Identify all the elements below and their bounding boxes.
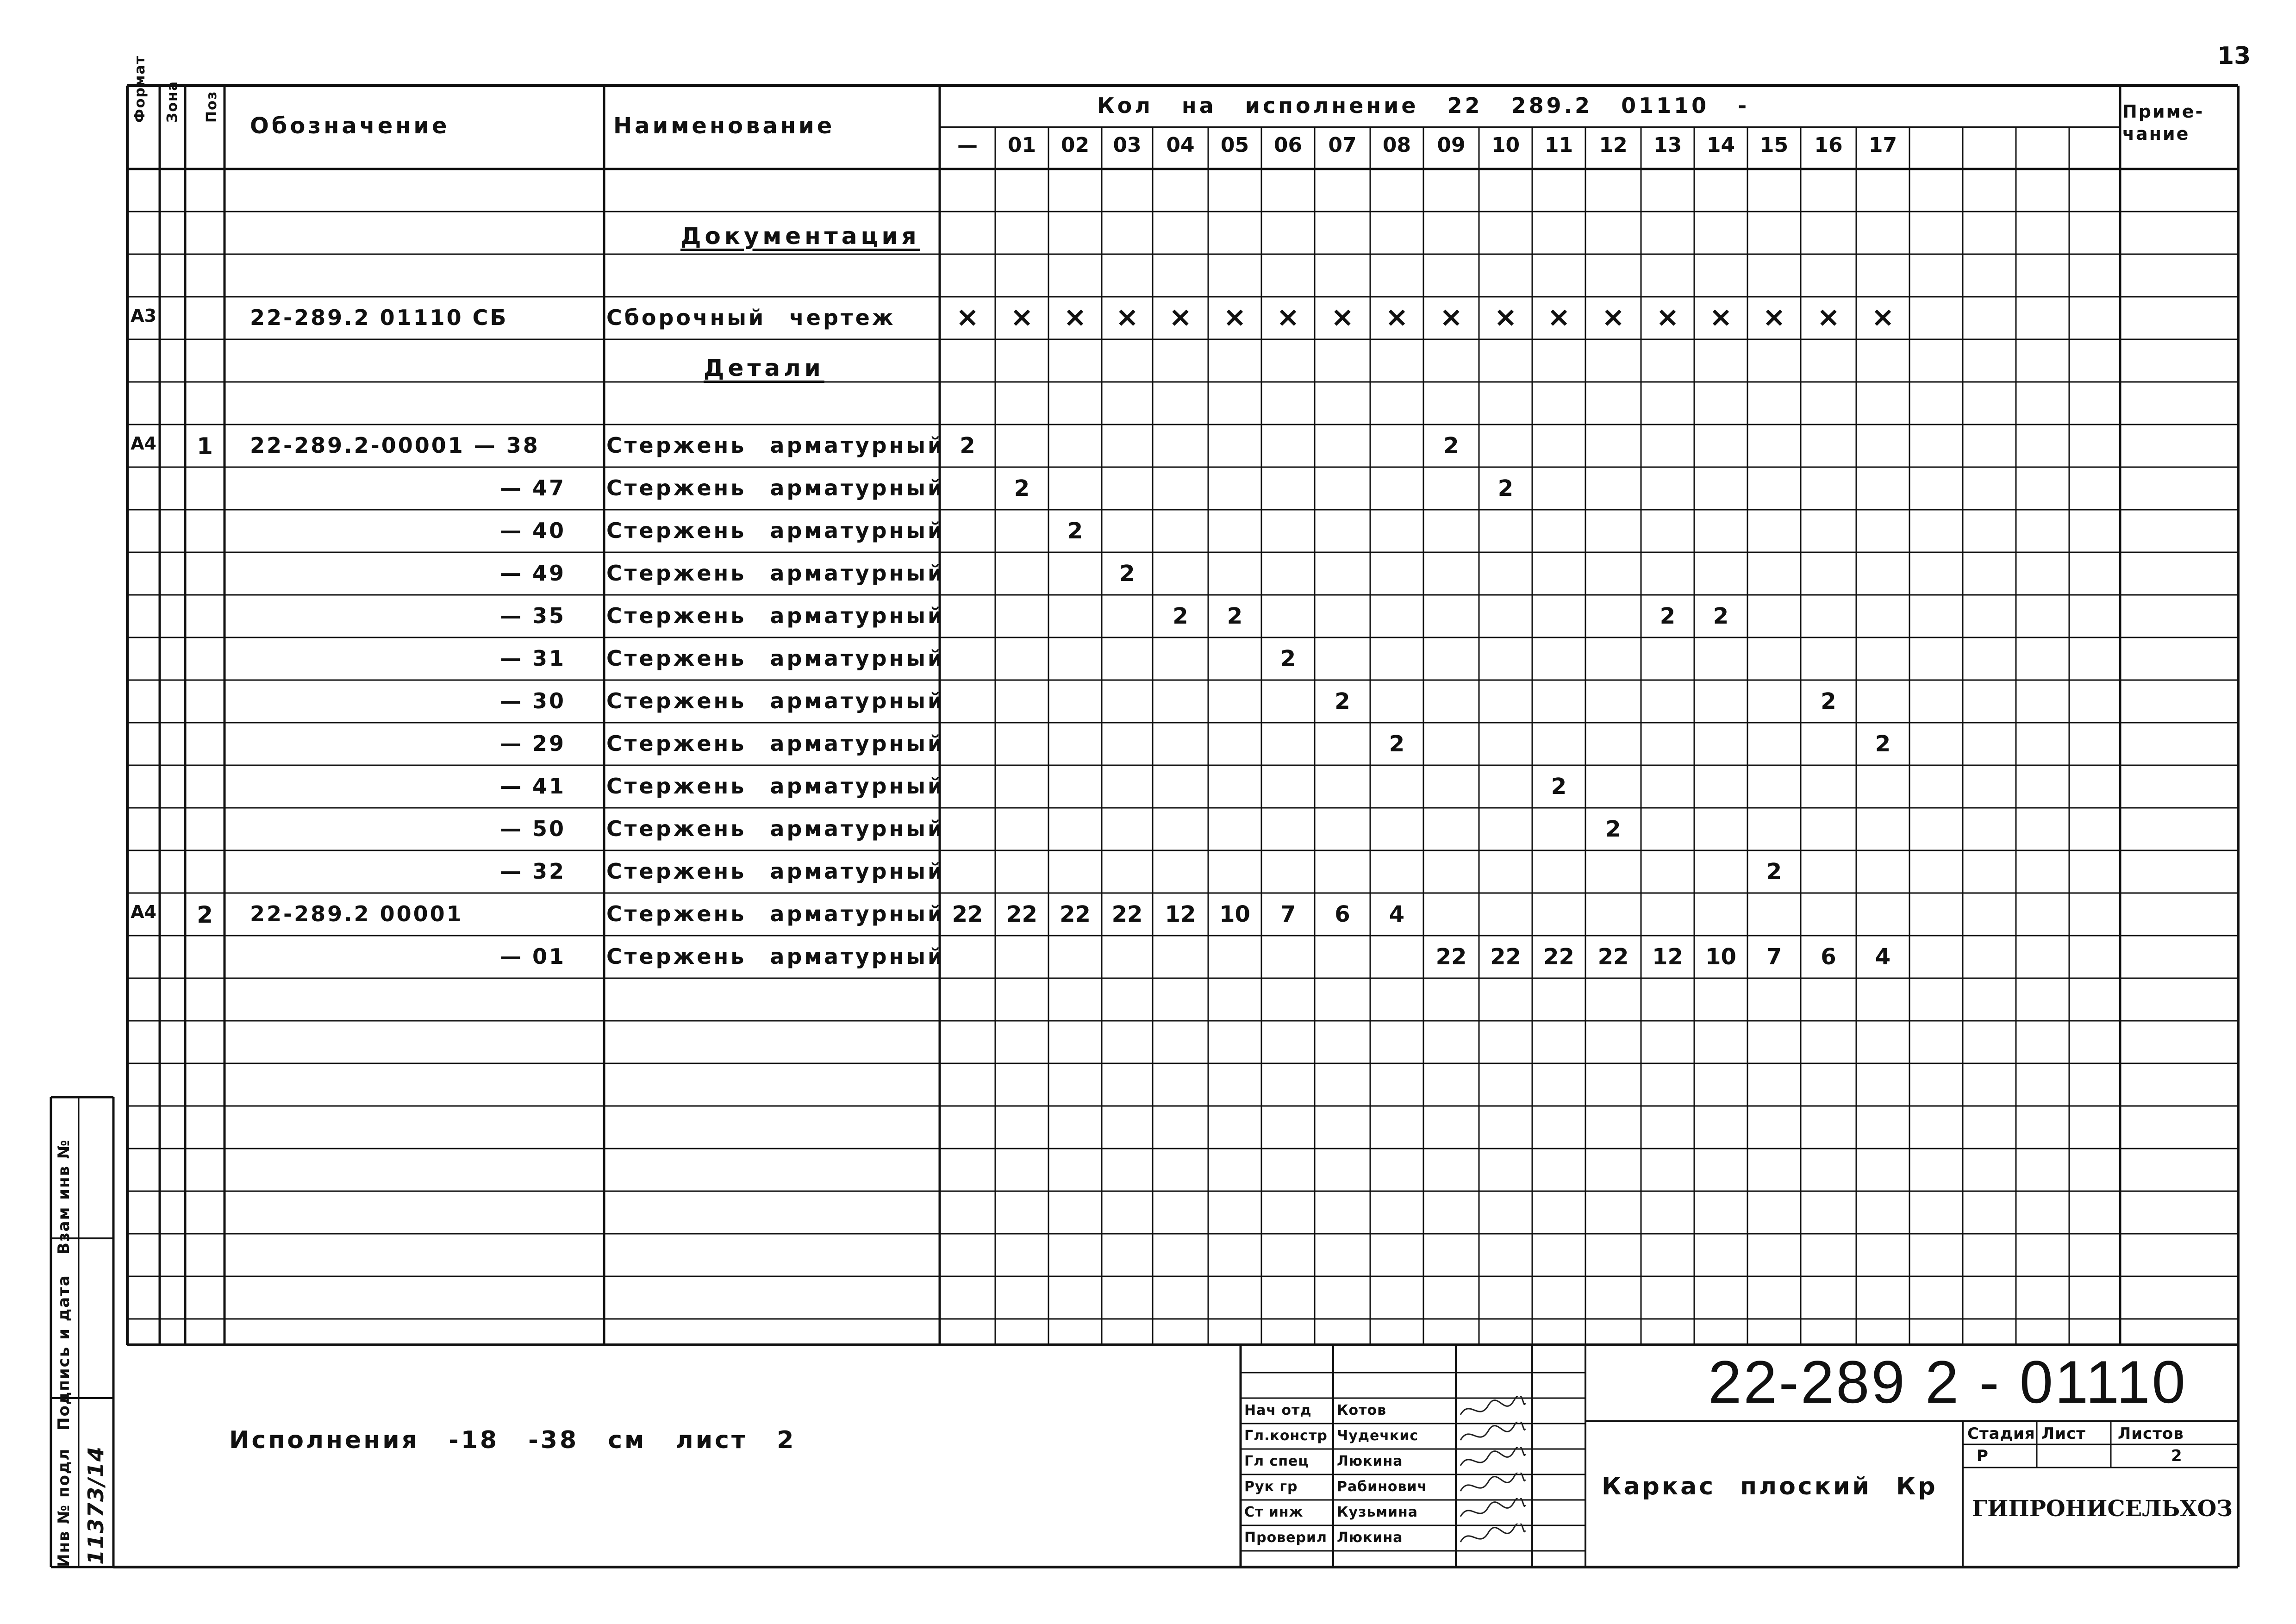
signature-role: Гл спец	[1244, 1453, 1309, 1469]
row-name: Стержень арматурный	[606, 901, 945, 926]
row-name: Стержень арматурный	[606, 561, 945, 586]
qty-cell: 4	[1389, 901, 1405, 927]
qty-cell: 2	[1389, 731, 1405, 757]
row-designation: 22-289.2 00001	[250, 901, 463, 926]
qty-cell: 2	[1067, 518, 1083, 544]
signature-name: Люкина	[1337, 1530, 1403, 1546]
variant-header: 14	[1706, 133, 1735, 157]
qty-cell: 22	[1060, 901, 1091, 927]
signature-name: Люкина	[1337, 1453, 1403, 1469]
row-designation: — 32	[500, 859, 566, 884]
qty-cell: ×	[1709, 301, 1733, 333]
organization: ГИПРОНИСЕЛЬХОЗ	[1972, 1496, 2233, 1522]
row-position: 1	[197, 433, 213, 460]
qty-cell: 2	[1766, 859, 1782, 885]
qty-cell: 22	[1435, 944, 1467, 970]
row-name: Стержень арматурный	[606, 774, 945, 799]
qty-cell: 22	[1111, 901, 1143, 927]
qty-cell: 22	[1543, 944, 1574, 970]
side-replace-inv-label: Взам инв №	[55, 1139, 73, 1255]
qty-cell: ×	[1439, 301, 1463, 333]
signature-role: Рук гр	[1244, 1479, 1298, 1495]
qty-cell: 7	[1280, 901, 1296, 927]
qty-cell: ×	[955, 301, 980, 333]
header-format: Формат	[132, 55, 148, 123]
signature-role: Нач отд	[1244, 1402, 1312, 1418]
signature-name: Котов	[1337, 1402, 1387, 1418]
row-designation: — 47	[500, 475, 566, 500]
handwritten-signature	[1458, 1422, 1528, 1447]
qty-cell: 2	[1119, 561, 1135, 587]
qty-cell: 22	[1006, 901, 1037, 927]
side-inv-label: Инв № подл	[55, 1448, 73, 1567]
qty-cell: 12	[1652, 944, 1683, 970]
qty-cell: 2	[1227, 603, 1243, 629]
header-zone: Зона	[164, 81, 181, 123]
sheets-label: Листов	[2118, 1424, 2184, 1443]
row-format: А4	[131, 433, 156, 454]
variant-header: 02	[1061, 133, 1090, 157]
header-name: Наименование	[613, 113, 835, 139]
signature-name: Чудечкис	[1337, 1428, 1419, 1444]
handwritten-signature	[1458, 1473, 1528, 1498]
qty-cell: ×	[1276, 301, 1300, 333]
row-designation: 22-289.2-00001 — 38	[250, 433, 540, 458]
variant-header: 04	[1166, 133, 1195, 157]
qty-cell: 2	[1821, 688, 1836, 714]
qty-cell: 2	[960, 433, 975, 459]
row-name: Стержень арматурный	[606, 816, 945, 841]
variant-header: 05	[1220, 133, 1249, 157]
document-number: 22-289 2 - 01110	[1708, 1348, 2187, 1416]
signature-role: Гл.констр	[1244, 1428, 1328, 1444]
row-name: Стержень арматурный	[606, 688, 945, 713]
row-designation: — 29	[500, 731, 566, 756]
variant-header: 17	[1868, 133, 1897, 157]
qty-cell: ×	[1871, 301, 1895, 333]
row-name: Стержень арматурный	[606, 433, 945, 458]
qty-cell: 10	[1705, 944, 1736, 970]
row-designation: — 01	[500, 944, 566, 969]
note-text: Исполнения -18 -38 см лист 2	[229, 1426, 796, 1454]
variant-header: 07	[1328, 133, 1357, 157]
qty-cell: 22	[1490, 944, 1521, 970]
qty-cell: 7	[1766, 944, 1782, 970]
side-sign-date-label: Подпись и дата	[55, 1274, 73, 1430]
row-name: Стержень арматурный	[606, 646, 945, 671]
row-name: Стержень арматурный	[606, 944, 945, 969]
qty-cell: 6	[1821, 944, 1836, 970]
qty-cell: 2	[1173, 603, 1188, 629]
qty-cell: ×	[1385, 301, 1409, 333]
variant-header: 13	[1653, 133, 1682, 157]
row-designation: 22-289.2 01110 СБ	[250, 305, 508, 330]
row-position: 2	[197, 901, 213, 928]
header-qty-title: Кол на исполнение 22 289.2 01110 -	[1097, 93, 1750, 118]
signature-name: Кузьмина	[1337, 1504, 1418, 1520]
variant-header: 12	[1599, 133, 1628, 157]
row-name: Сборочный чертеж	[606, 305, 896, 330]
handwritten-signature	[1458, 1396, 1528, 1422]
row-designation: — 35	[500, 603, 566, 628]
qty-cell: ×	[1816, 301, 1841, 333]
sheets-value: 2	[2171, 1447, 2183, 1465]
qty-cell: 2	[1605, 816, 1621, 842]
qty-cell: ×	[1656, 301, 1679, 333]
qty-cell: 2	[1280, 646, 1296, 672]
qty-cell: 2	[1875, 731, 1891, 757]
header-pos: Поз	[204, 90, 220, 123]
qty-cell: ×	[1601, 301, 1625, 333]
qty-cell: ×	[1330, 301, 1354, 333]
row-name: Стержень арматурный	[606, 731, 945, 756]
section-details: Детали	[704, 355, 824, 381]
qty-cell: 6	[1335, 901, 1350, 927]
qty-cell: 2	[1443, 433, 1459, 459]
qty-cell: 22	[952, 901, 983, 927]
row-name: Стержень арматурный	[606, 859, 945, 884]
signature-name: Рабинович	[1337, 1479, 1428, 1495]
row-designation: — 31	[500, 646, 566, 671]
variant-header: 01	[1007, 133, 1036, 157]
row-name: Стержень арматурный	[606, 475, 945, 500]
row-designation: — 50	[500, 816, 566, 841]
qty-cell: 22	[1597, 944, 1629, 970]
row-format: А4	[131, 902, 156, 922]
handwritten-signature	[1458, 1498, 1528, 1524]
row-name: Стержень арматурный	[606, 518, 945, 543]
variant-header: 16	[1814, 133, 1843, 157]
sheet-label: Лист	[2041, 1424, 2086, 1443]
variant-header: 09	[1437, 133, 1466, 157]
qty-cell: 2	[1551, 774, 1567, 800]
qty-cell: ×	[1115, 301, 1139, 333]
row-name: Стержень арматурный	[606, 603, 945, 628]
stage-label: Стадия	[1967, 1424, 2035, 1443]
handwritten-signature	[1458, 1524, 1528, 1549]
qty-cell: ×	[1547, 301, 1571, 333]
qty-cell: ×	[1223, 301, 1247, 333]
variant-header: 06	[1273, 133, 1303, 157]
qty-cell: ×	[1063, 301, 1087, 333]
variant-header: 10	[1491, 133, 1520, 157]
signature-role: Проверил	[1244, 1530, 1327, 1546]
qty-cell: 12	[1165, 901, 1196, 927]
row-designation: — 40	[500, 518, 566, 543]
page-number: 13	[2217, 42, 2251, 70]
variant-header: 03	[1113, 133, 1142, 157]
qty-cell: 2	[1713, 603, 1729, 629]
signature-role: Ст инж	[1244, 1504, 1304, 1520]
qty-cell: ×	[1494, 301, 1517, 333]
qty-cell: ×	[1762, 301, 1786, 333]
variant-header: 15	[1759, 133, 1789, 157]
side-inv-value: 11373/14	[83, 1446, 108, 1565]
header-note: Приме- чание	[2122, 101, 2204, 144]
stage-value: Р	[1977, 1447, 1989, 1465]
variant-header: —	[957, 133, 978, 157]
qty-cell: ×	[1010, 301, 1034, 333]
qty-cell: 4	[1875, 944, 1891, 970]
qty-cell: 2	[1660, 603, 1676, 629]
row-format: А3	[131, 306, 156, 326]
qty-cell: 2	[1497, 475, 1514, 501]
variant-header: 11	[1544, 133, 1573, 157]
qty-cell: 2	[1014, 475, 1030, 501]
variant-header: 08	[1382, 133, 1411, 157]
row-designation: — 41	[500, 774, 566, 799]
qty-cell: 10	[1219, 901, 1250, 927]
document-title: Каркас плоский Кр	[1602, 1473, 1938, 1500]
header-designation: Обозначение	[250, 113, 450, 139]
section-documentation: Документация	[680, 223, 920, 250]
qty-cell: 2	[1335, 688, 1350, 714]
row-designation: — 49	[500, 561, 566, 586]
row-designation: — 30	[500, 688, 566, 713]
handwritten-signature	[1458, 1447, 1528, 1473]
qty-cell: ×	[1168, 301, 1192, 333]
